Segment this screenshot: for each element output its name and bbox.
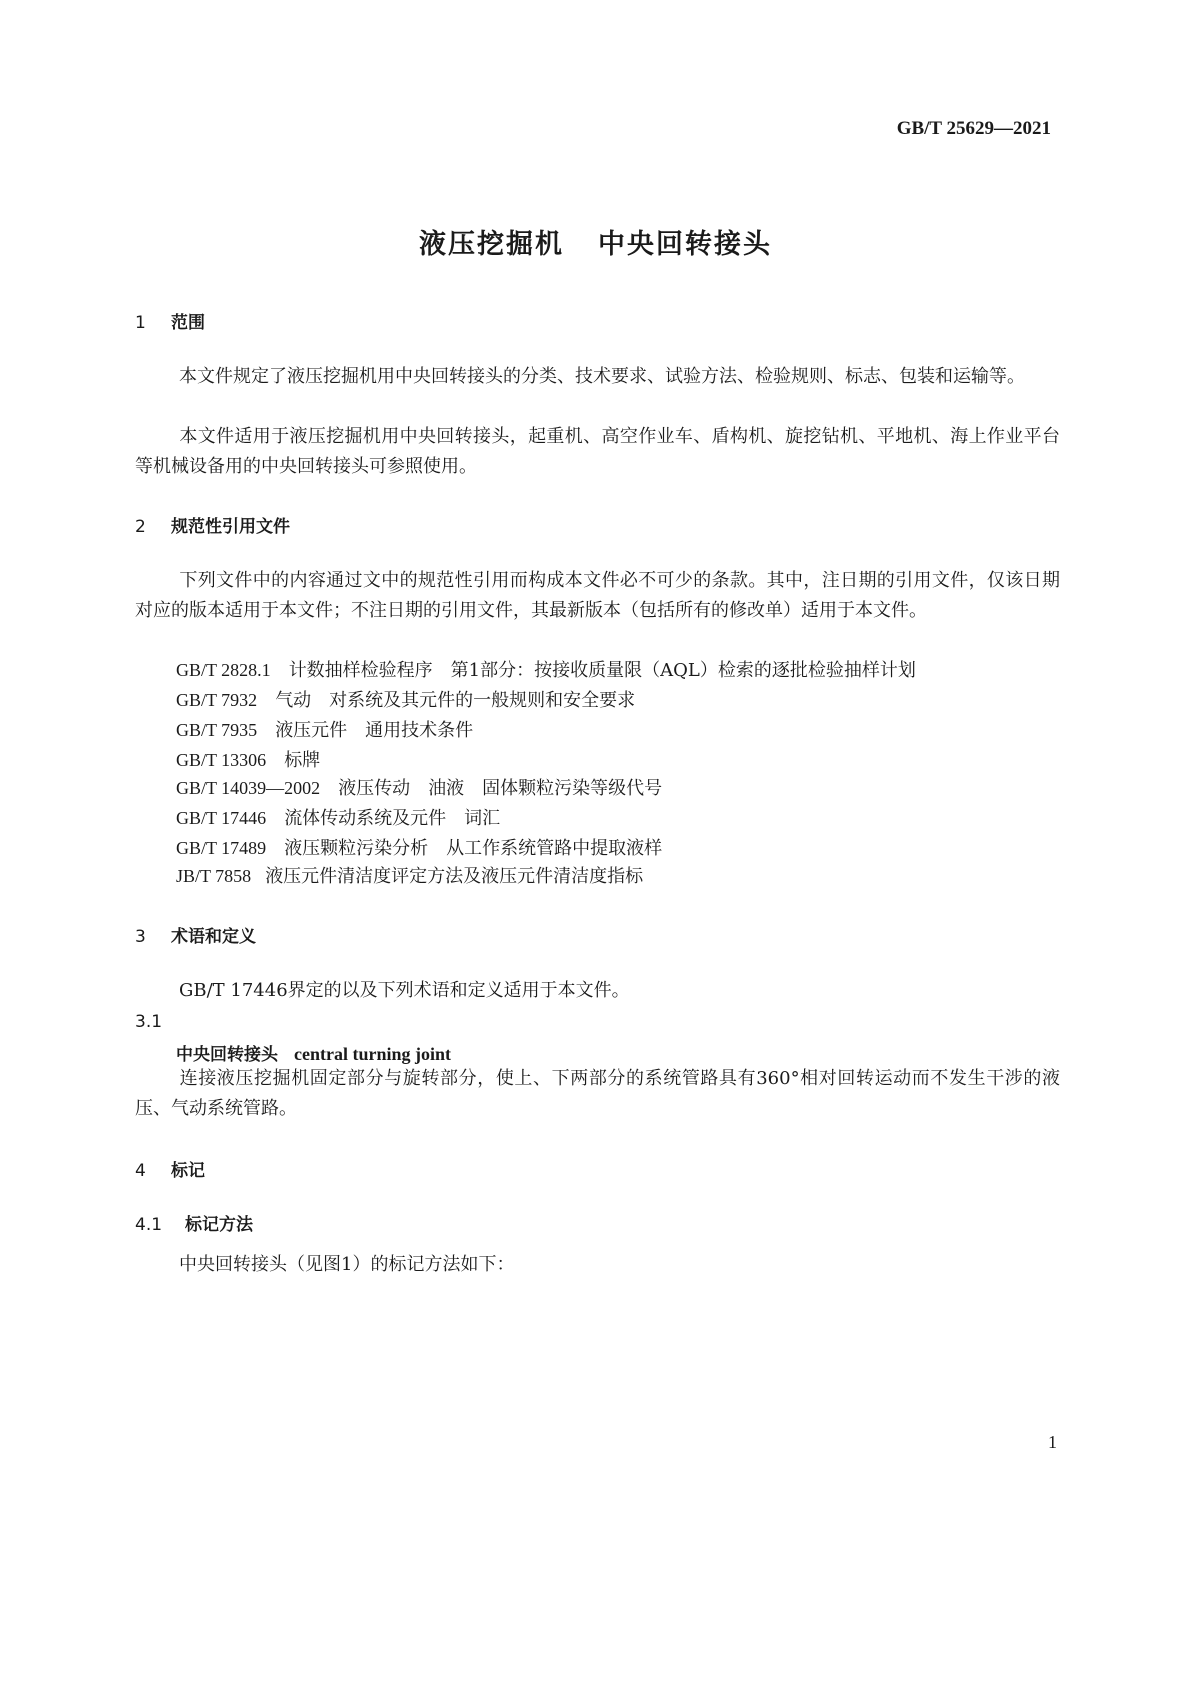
section-title: 术语和定义	[171, 927, 256, 947]
section-3-heading	[135, 922, 256, 947]
reference-item: GB/T 17489 液压颗粒污染分析 从工作系统管路中提取液样	[176, 838, 663, 859]
subsection-4-1-heading	[135, 1210, 253, 1235]
section-title: 规范性引用文件	[171, 517, 290, 537]
paragraph: 中央回转接头（见图1）的标记方法如下：	[179, 1254, 515, 1275]
document-title	[0, 222, 1191, 261]
section-2-heading	[135, 512, 290, 537]
reference-item: GB/T 7932 气动 对系统及其元件的一般规则和安全要求	[176, 690, 636, 711]
term-en: central turning joint	[294, 1044, 451, 1064]
subsection-number: 4.1	[135, 1215, 163, 1235]
paragraph: GB/T 17446界定的以及下列术语和定义适用于本文件。	[179, 980, 630, 1001]
paragraph: 下列文件中的内容通过文中的规范性引用而构成本文件必不可少的条款。其中，注日期的引用文件，仅该日期对应的版本适用于本文件；不注日期的引用文件，其最新版本（包括所有的修改单）适用于本文件。	[135, 570, 1060, 621]
page-number: 1	[1048, 1432, 1057, 1452]
reference-item: GB/T 7935 液压元件 通用技术条件	[176, 720, 474, 741]
section-title: 标记	[171, 1161, 205, 1181]
term-number: 3.1	[135, 1012, 163, 1032]
section-4-heading	[135, 1156, 205, 1181]
section-title: 范围	[171, 313, 205, 333]
section-number: 4	[135, 1161, 146, 1181]
section-number: 1	[135, 313, 146, 333]
term-zh: 中央回转接头	[176, 1045, 278, 1065]
reference-item: GB/T 2828.1 计数抽样检验程序 第1部分：按接收质量限（AQL）检索的逐批检验抽样计划	[176, 660, 916, 681]
title-part-1: 液压挖掘机	[419, 229, 564, 260]
section-number: 3	[135, 927, 146, 947]
section-1-heading	[135, 308, 205, 333]
standard-number: GB/T 25629—2021	[896, 118, 1051, 139]
paragraph: 本文件适用于液压挖掘机用中央回转接头，起重机、高空作业车、盾构机、旋挖钻机、平地机、海上作业平台等机械设备用的中央回转接头可参照使用。	[135, 426, 1060, 477]
reference-item: JB/T 7858 液压元件清洁度评定方法及液压元件清洁度指标	[176, 866, 644, 887]
reference-item: GB/T 14039—2002 液压传动 油液 固体颗粒污染等级代号	[176, 778, 663, 799]
reference-item: GB/T 17446 流体传动系统及元件 词汇	[176, 808, 501, 829]
term-entry	[176, 1040, 451, 1065]
section-number: 2	[135, 517, 146, 537]
paragraph: 本文件规定了液压挖掘机用中央回转接头的分类、技术要求、试验方法、检验规则、标志、包装和运输等。	[179, 366, 1025, 387]
subsection-title: 标记方法	[185, 1215, 253, 1235]
title-part-2: 中央回转接头	[598, 229, 772, 260]
term-definition: 连接液压挖掘机固定部分与旋转部分，使上、下两部分的系统管路具有360°相对回转运动而不发生干涉的液压、气动系统管路。	[135, 1068, 1060, 1119]
reference-item: GB/T 13306 标牌	[176, 750, 321, 771]
